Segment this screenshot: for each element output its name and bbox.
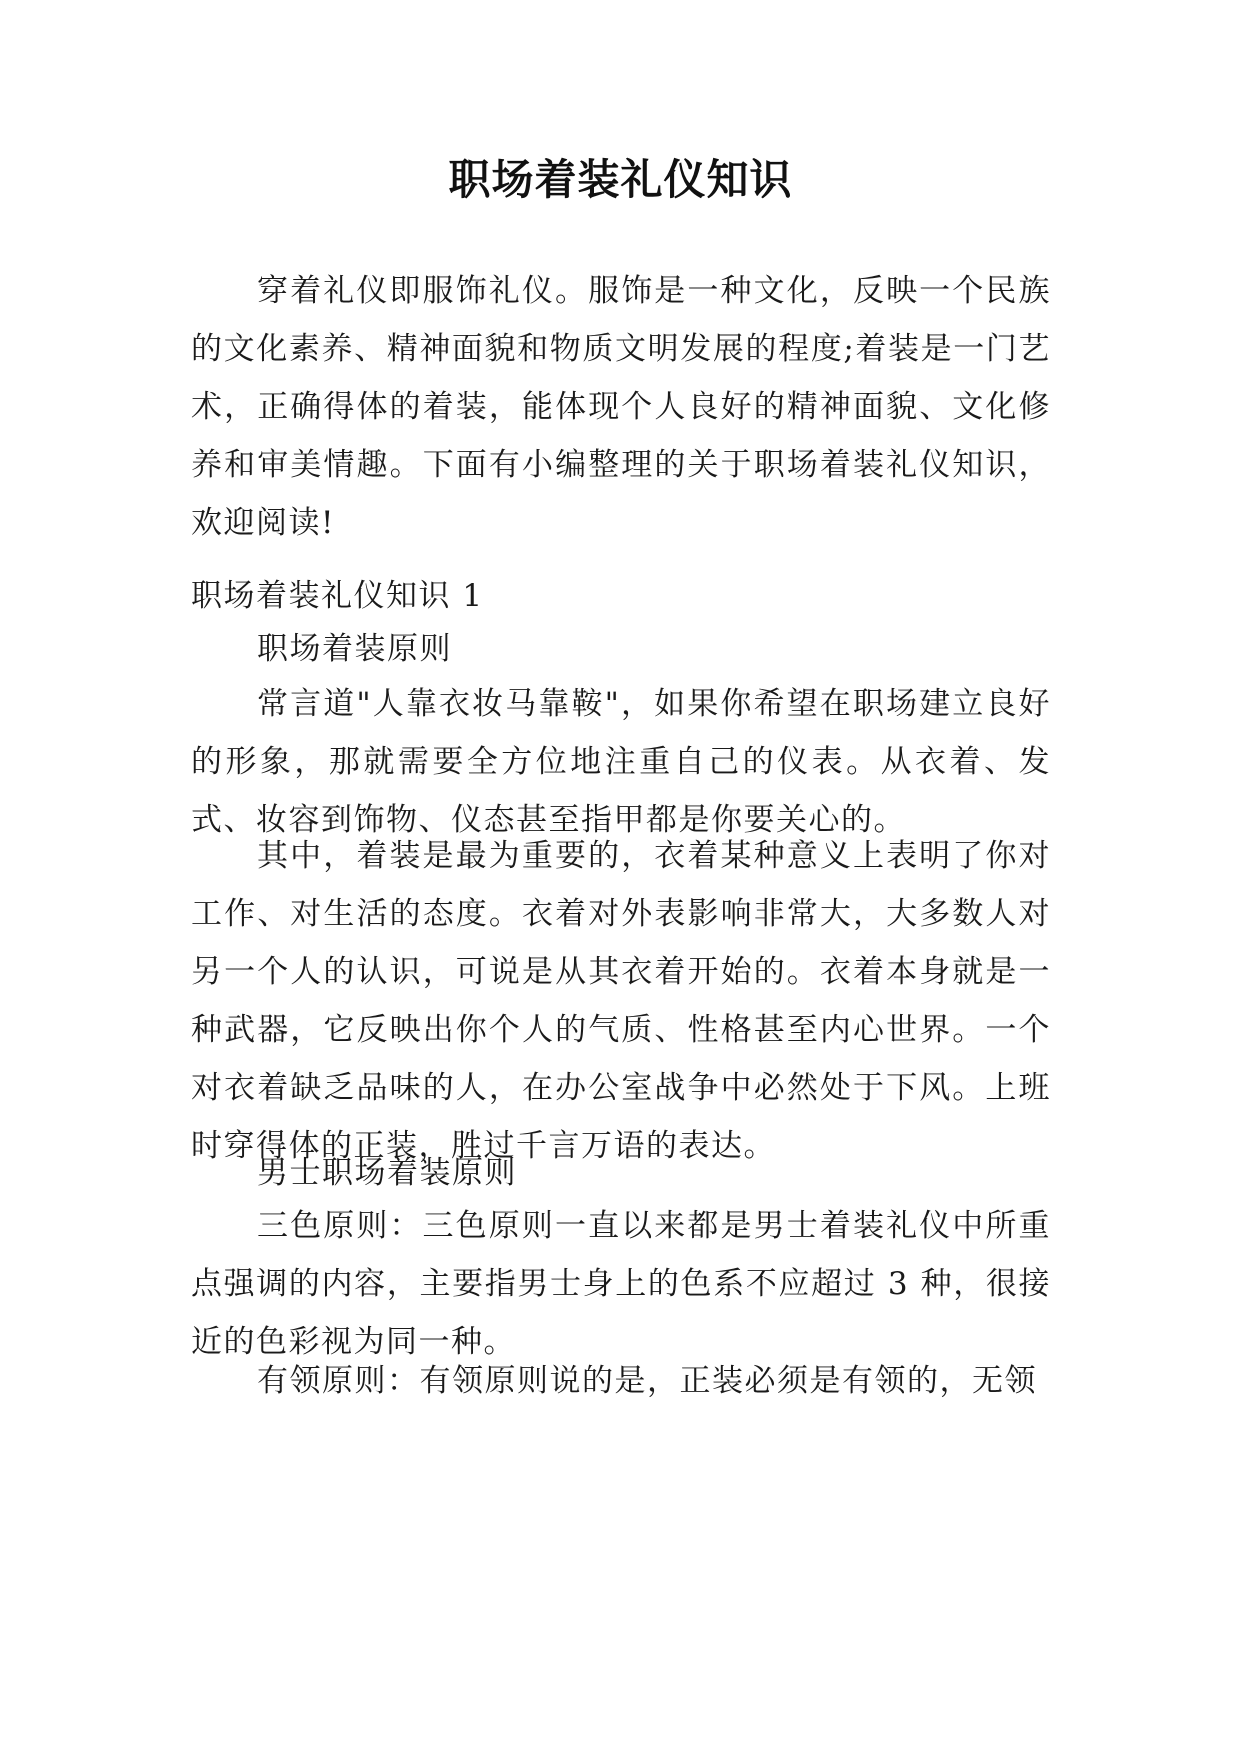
- document-title: 职场着装礼仪知识: [448, 155, 793, 204]
- subheading-dress-principles: 职场着装原则: [257, 631, 452, 667]
- paragraph-three-color-rule: 三色原则：三色原则一直以来都是男士着装礼仪中所重点强调的内容，主要指男士身上的色系不应超过 3 种，很接近的色彩视为同一种。: [191, 1208, 1051, 1360]
- section-heading: 职场着装礼仪知识 1: [191, 578, 484, 614]
- paragraph-collar-rule: 有领原则：有领原则说的是，正装必须是有领的，无领: [257, 1363, 1037, 1399]
- intro-paragraph: 穿着礼仪即服饰礼仪。服饰是一种文化，反映一个民族的文化素养、精神面貌和物质文明发展的程度;着装是一门艺术，正确得体的着装，能体现个人良好的精神面貌、文化修养和审美情趣。下面有小编整理的关于职场着装礼仪知识，欢迎阅读!: [191, 273, 1051, 541]
- subheading-mens-principles: 男士职场着装原则: [257, 1155, 517, 1191]
- paragraph-dress-image: 常言道"人靠衣妆马靠鞍"，如果你希望在职场建立良好的形象，那就需要全方位地注重自己的仪表。从衣着、发式、妆容到饰物、仪态甚至指甲都是你要关心的。: [191, 686, 1051, 838]
- paragraph-dress-importance: 其中，着装是最为重要的，衣着某种意义上表明了你对工作、对生活的态度。衣着对外表影响非常大，大多数人对另一个人的认识，可说是从其衣着开始的。衣着本身就是一种武器，它反映出你个人的气质、性格甚至内心世界。一个对衣着缺乏品味的人，在办公室战争中必然处于下风。上班时穿得体的正装，胜过千言万语的表达。: [191, 838, 1051, 1164]
